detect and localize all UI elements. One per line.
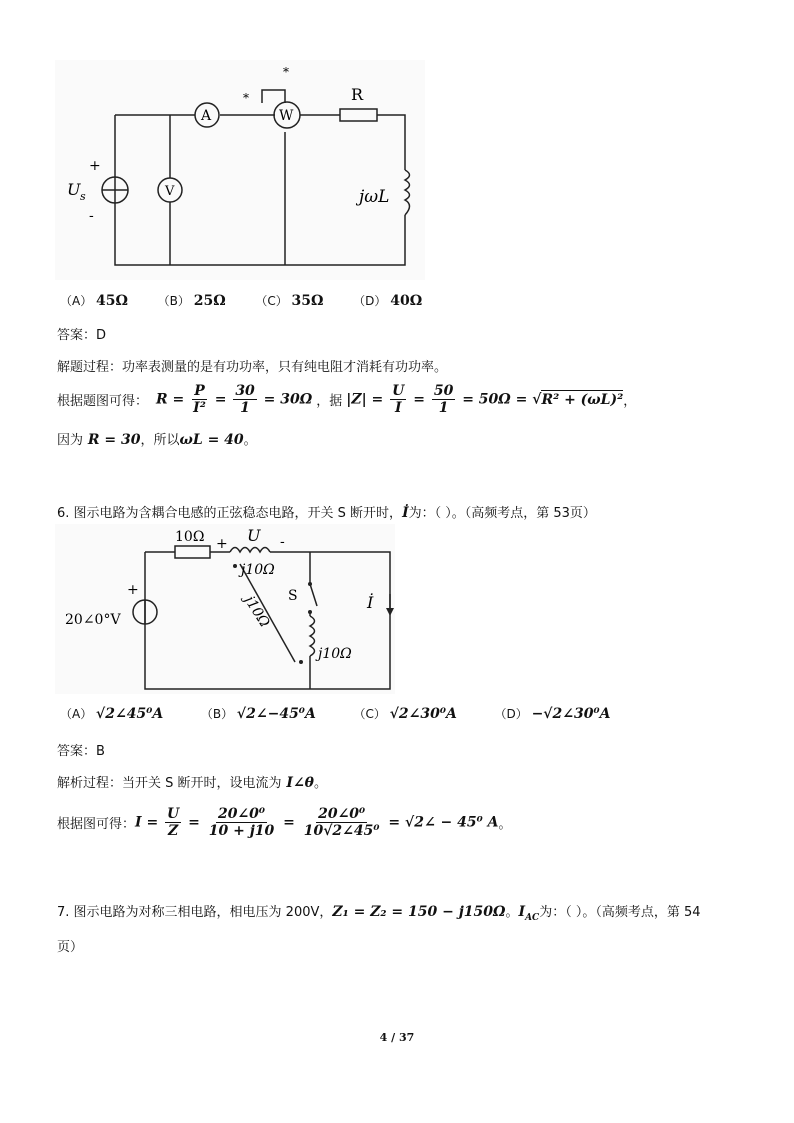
q6-formula: I = $\frac{U}{Z}$ = $\frac{\text{20∠0⁰}}{10 + j10}$ = $\frac{\text{20∠0⁰}}{\text{10√2∠45⁰}}$ = √2∠ − 45⁰ A <box>135 806 499 839</box>
q6-formula-line: 根据图可得： I = $\frac{U}{Z}$ = $\frac{\text{20∠0⁰}}{10 + j10}$ = $\frac{\text{20∠0⁰}}{\text{10√2∠45⁰}}$ = √2∠ − 45⁰ A 。 <box>57 806 512 839</box>
q6-option-d-value: −√2∠30⁰A <box>531 706 611 722</box>
q5-option-c: （C） <box>255 294 288 308</box>
q7-question-line2: 页） <box>57 940 84 955</box>
q5-option-b: （B） <box>157 294 190 308</box>
ammeter-label: A <box>201 108 212 124</box>
q6-option-b: （B） <box>200 707 234 721</box>
wattmeter-star-left: * <box>243 91 249 105</box>
q5-answer: 答案：D <box>57 328 107 343</box>
inductor-label: jωL <box>359 187 390 207</box>
source-plus: + <box>89 158 101 174</box>
q6-option-c-value: √2∠30⁰A <box>389 706 457 722</box>
circuit-diagram-1 <box>55 60 425 280</box>
q5-option-d-value: 40Ω <box>390 293 423 309</box>
resistor-10-label: 10Ω <box>175 529 205 545</box>
inductor-1-label: j10Ω <box>241 562 275 578</box>
q6-explanation: 解析过程：当开关 S 断开时，设电流为 I∠θ。 <box>57 775 328 791</box>
q5-option-c-value: 35Ω <box>291 293 324 309</box>
q5-options <box>60 292 422 309</box>
source-minus: - <box>89 208 94 224</box>
current-label: İ <box>367 593 374 612</box>
q5-option-a: （A） <box>60 294 93 308</box>
q7-question-line1: 7. 图示电路为对称三相电路，相电压为 200V，Z₁ = Z₂ = 150 − j150Ω。$I_{AC}$为：（ ）。（高频考点，第 54 <box>57 904 701 923</box>
source-label: U <box>67 180 81 199</box>
q6-question: 6. 图示电路为含耦合电感的正弦稳态电路，开关 S 断开时，İ为：（ ）。（高频考点，第 53页） <box>57 505 596 521</box>
q5-explanation: 解题过程：功率表测量的是有功功率，只有纯电阻才消耗有功功率。 <box>57 360 448 375</box>
source-subscript: s <box>80 190 86 203</box>
mutual-inductance-label: j10Ω <box>240 593 273 631</box>
q5-option-a-value: 45Ω <box>96 293 128 309</box>
q5-option-d: （D） <box>353 294 387 308</box>
q6-option-d: （D） <box>494 707 528 721</box>
q6-option-b-value: √2∠−45⁰A <box>236 706 316 722</box>
q6-option-a-value: √2∠45⁰A <box>96 706 164 722</box>
q5-formula-line: 根据题图可得： R = $\frac{P}{\text{I²}}$ = $\frac{30}{1}$ = 30Ω ，据 |Z| = $\frac{U}{I}$ = $\frac{50}{1}$ = 50Ω = √R² + (ωL)² ， <box>57 383 637 416</box>
q6-options <box>60 705 610 722</box>
circuit-diagram-2 <box>55 524 395 694</box>
source-voltage-label: 20∠0°V <box>65 612 121 628</box>
q6-option-c: （C） <box>353 707 386 721</box>
switch-label: S <box>288 588 298 604</box>
q6-answer: 答案：B <box>57 744 105 759</box>
inductor-minus: - <box>280 534 285 550</box>
voltage-u-label: U <box>247 526 261 545</box>
q5-conclusion: 因为 R = 30，所以ωL = 40。 <box>57 432 257 448</box>
q5-formula-prefix: 根据题图可得： <box>57 394 149 409</box>
inductor-plus: + <box>216 536 228 552</box>
q5-impedance-formula: |Z| = $\frac{U}{I}$ = $\frac{50}{1}$ = 50Ω = √R² + (ωL)² <box>346 383 624 416</box>
source-plus-2: + <box>127 582 139 598</box>
page-number: 4 / 37 <box>379 1031 415 1044</box>
voltmeter-label: V <box>165 184 175 199</box>
q5-formula: R = $\frac{P}{\text{I²}}$ = $\frac{30}{1}$ = 30Ω <box>156 383 313 416</box>
wattmeter-label: W <box>279 108 294 124</box>
q5-option-b-value: 25Ω <box>193 293 226 309</box>
resistor-label: R <box>351 85 364 104</box>
wattmeter-star-top: * <box>283 65 289 79</box>
inductor-2-label: j10Ω <box>318 646 352 662</box>
q6-option-a: （A） <box>60 707 93 721</box>
